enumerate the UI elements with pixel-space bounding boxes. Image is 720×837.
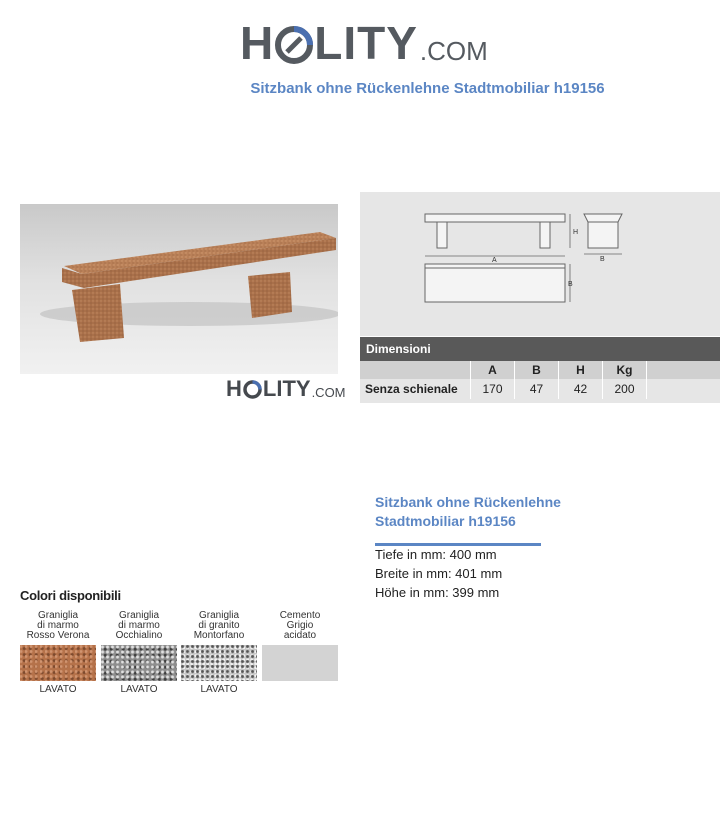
swatch-4-label (262, 611, 338, 641)
product-heading-line2: Stadtmobiliar h19156 (375, 513, 516, 529)
col-header-kg: Kg (602, 361, 646, 379)
swatch-1-line1: Graniglia (37, 610, 79, 621)
watermark-letter-h: H (226, 376, 242, 401)
swatch-1-label (20, 611, 96, 641)
product-heading (375, 493, 675, 531)
swatch-4-cemento-grigio (262, 645, 338, 681)
swatch-2-finish: LAVATO (120, 684, 158, 695)
swatch-3-line2: di granito (198, 620, 240, 631)
value-b: 47 (514, 379, 558, 399)
dimension-diagram (360, 192, 720, 336)
swatch-1-line3: Rosso Verona (26, 630, 90, 641)
swatch-2-occhialino (101, 645, 177, 681)
swatch-3-line3: Montorfano (193, 630, 245, 641)
value-a: 170 (470, 379, 514, 399)
row-label: Senza schienale (365, 382, 458, 396)
swatch-4-line1: Cemento (279, 610, 321, 621)
heading-divider (375, 543, 541, 546)
watermark-o-icon (243, 380, 262, 399)
logo-suffix: .COM (419, 36, 488, 66)
swatch-3-finish: LAVATO (200, 684, 238, 695)
col-header-b: B (514, 361, 558, 379)
value-kg: 200 (602, 379, 646, 399)
product-photo (20, 204, 338, 374)
dimensions-heading: Dimensioni (366, 342, 431, 356)
drawing-label-a: A (492, 257, 497, 264)
drawing-label-b: B (600, 256, 605, 263)
spec-height: Höhe in mm: 399 mm (375, 585, 500, 600)
swatch-1-finish: LAVATO (39, 684, 77, 695)
swatch-2-label (101, 611, 177, 641)
technical-drawing (360, 192, 720, 336)
watermark-letters-lity: LITY (262, 376, 311, 401)
swatch-3-montorfano (181, 645, 257, 681)
drawing-label-h: H (573, 229, 579, 236)
swatch-2-line2: di marmo (118, 620, 160, 631)
dimensions-table (360, 337, 720, 403)
swatch-2-line3: Occhialino (115, 630, 163, 641)
col-header-a: A (470, 361, 514, 379)
col-header-h: H (558, 361, 602, 379)
spec-depth: Tiefe in mm: 400 mm (375, 547, 497, 562)
drawing-label-b-top: B (568, 281, 573, 288)
value-empty (646, 379, 720, 399)
page-title: Sitzbank ohne Rückenlehne Stadtmobiliar h19156 (250, 80, 605, 97)
dimensions-heading-bar (360, 337, 720, 361)
value-h: 42 (558, 379, 602, 399)
logo-letters-lity: LITY (314, 17, 418, 69)
swatch-1-rosso-verona (20, 645, 96, 681)
colors-title: Colori disponibili (20, 588, 121, 603)
bench-illustration (20, 204, 338, 374)
swatch-4-line3: acidato (283, 630, 317, 641)
swatch-3-label (181, 611, 257, 641)
photo-watermark-logo (226, 374, 346, 400)
swatch-2-line1: Graniglia (118, 610, 160, 621)
swatch-4-line2: Grigio (286, 620, 314, 631)
site-logo[interactable] (240, 14, 488, 69)
logo-o-icon (275, 26, 313, 64)
product-heading-line1: Sitzbank ohne Rückenlehne (375, 494, 561, 510)
spec-width: Breite in mm: 401 mm (375, 566, 503, 581)
col-header-empty (646, 361, 720, 379)
watermark-suffix: .COM (311, 385, 346, 400)
dimensions-column-row (360, 361, 720, 379)
table-row (360, 379, 720, 399)
swatch-3-line1: Graniglia (198, 610, 240, 621)
logo-letter-h: H (240, 17, 275, 69)
swatch-1-line2: di marmo (37, 620, 79, 631)
